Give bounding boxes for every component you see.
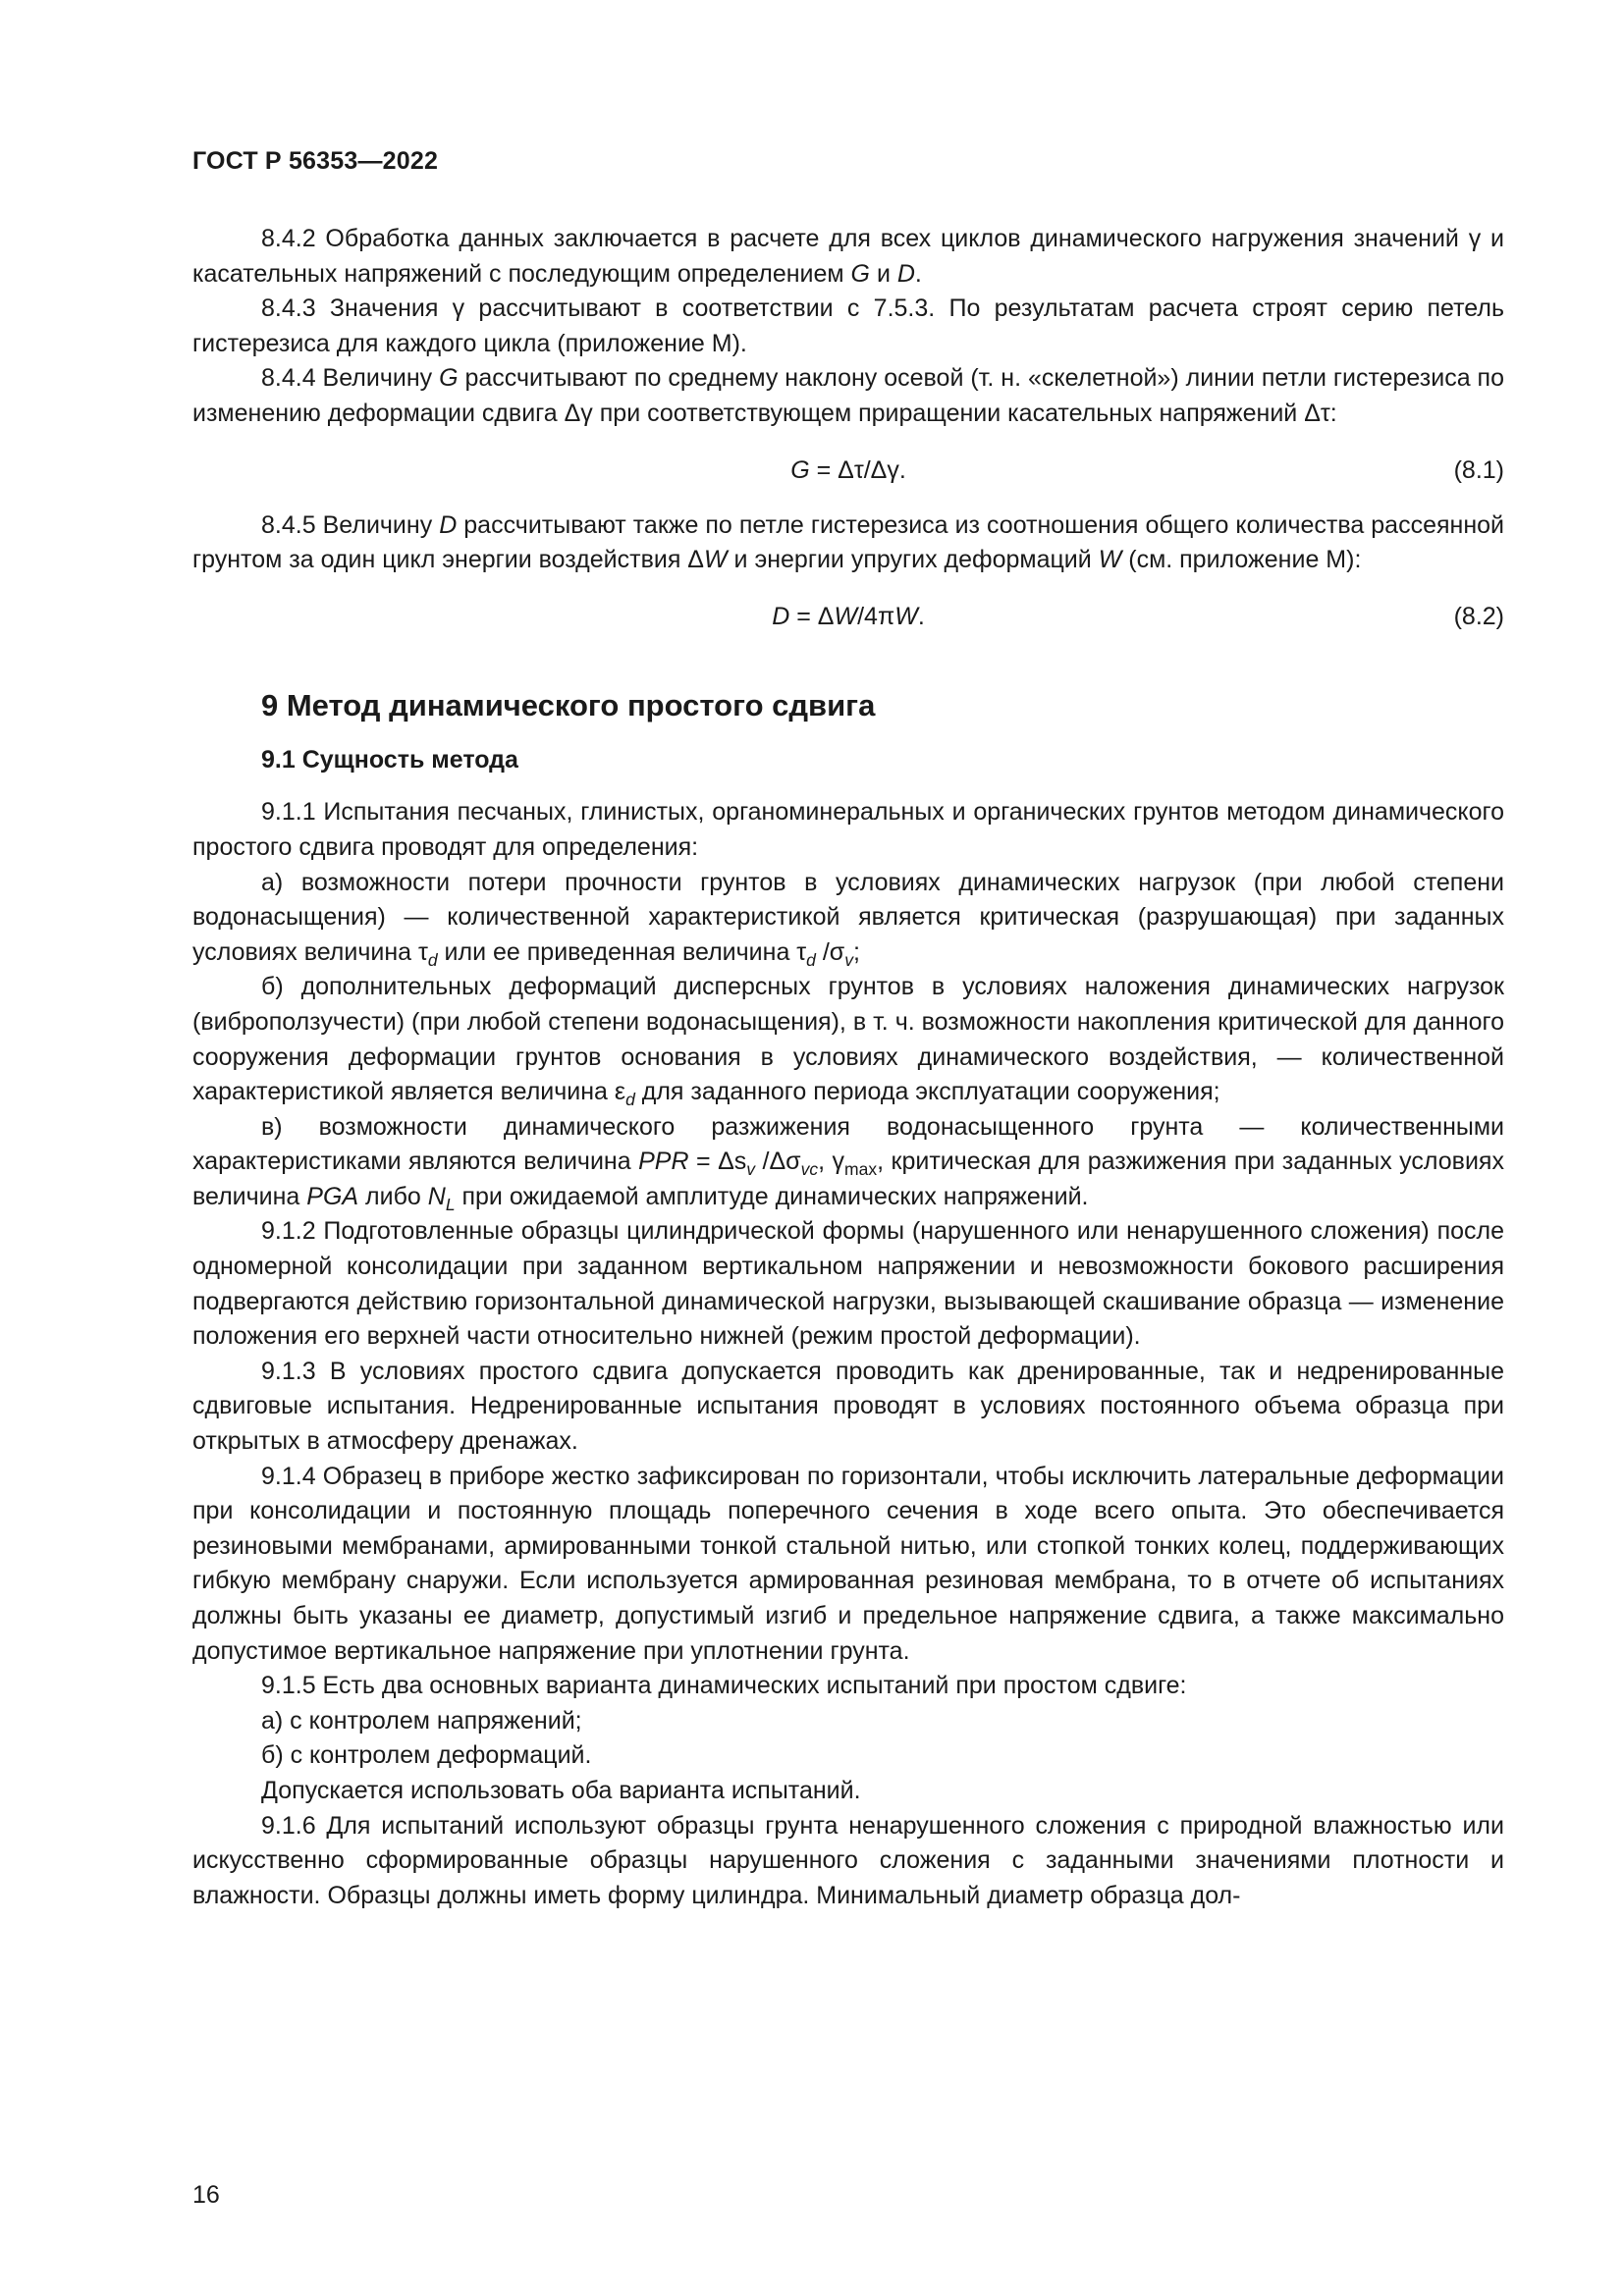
paragraph-8-4-3: 8.4.3 Значения γ рассчитывают в соответствии с 7.5.3. По результатам расчета строят серию петель гистерезиса для каждого цикла (приложение М). xyxy=(192,294,1504,357)
document-code-header: ГОСТ Р 56353—2022 xyxy=(192,147,439,175)
paragraph-both-variants: Допускается использовать оба варианта испытаний. xyxy=(261,1776,861,1804)
paragraph-9-1-4: 9.1.4 Образец в приборе жестко зафиксирован по горизонтали, чтобы исключить латеральные деформации при консолидации и постоянную площадь поперечного сечения в ходе всего опыта. Это обеспечивается резиновыми мембранами, армированными тонкой стальной нитью, или стопкой тонких колец, поддерживающих гибкую мембрану снаружи. Если используется армированная резиновая мембрана, то в отчете об испытаниях должны быть указаны ее диаметр, допустимый изгиб и предельное напряжение сдвига, а также максимально допустимое вертикальное напряжение при уплотнении грунта. xyxy=(192,1462,1504,1665)
formula-8-1 xyxy=(192,454,1504,489)
paragraph-8-4-5: 8.4.5 Величину D рассчитывают также по петле гистерезиса из соотношения общего количества рассеянной грунтом за один цикл энергии воздействия ΔW и энергии упругих деформаций W (см. приложение М): xyxy=(192,510,1504,574)
section-9-title: 9 Метод динамического простого сдвига xyxy=(261,687,876,722)
formula-number: (8.1) xyxy=(1453,455,1504,484)
formula-number: (8.2) xyxy=(1453,602,1504,630)
paragraph-9-1-6: 9.1.6 Для испытаний используют образцы грунта ненарушенного сложения с природной влажностью или искусственно сформированные образцы нарушенного сложения с заданными значениями плотности и влажности. Образцы должны иметь форму цилиндра. Минимальный диаметр образца дол- xyxy=(192,1811,1504,1909)
formula-8-2 xyxy=(192,600,1504,635)
page-number: 16 xyxy=(192,2181,220,2209)
subsection-9-1-title: 9.1 Сущность метода xyxy=(261,745,518,774)
paragraph-9-1-1: 9.1.1 Испытания песчаных, глинистых, органоминеральных и органических грунтов методом динамического простого сдвига проводят для определения: xyxy=(192,798,1504,861)
paragraph-8-4-4: 8.4.4 Величину G рассчитывают по среднему наклону осевой (т. н. «скелетной») линии петли гистерезиса по изменению деформации сдвига Δγ при соответствующем приращении касательных напряжений Δτ: xyxy=(192,364,1504,427)
page-body xyxy=(192,222,1504,1913)
paragraph-9-1-3: 9.1.3 В условиях простого сдвига допускается проводить как дренированные, так и недренированные сдвиговые испытания. Недренированные испытания проводят в условиях постоянного объема образца при открытых в атмосферу дренажах. xyxy=(192,1357,1504,1456)
formula-expression: G = Δτ/Δγ. xyxy=(790,455,906,484)
paragraph-9-1-2: 9.1.2 Подготовленные образцы цилиндрической формы (нарушенного или ненарушенного сложения) после одномерной консолидации при заданном вертикальном напряжении и невозможности бокового расширения подвергаются действию горизонтальной динамической нагрузки, вызывающей скашивание образца — изменение положения его верхней части относительно нижней (режим простой деформации). xyxy=(192,1217,1504,1351)
list-item-stress-control: а) с контролем напряжений; xyxy=(261,1706,582,1735)
paragraph-8-4-2: 8.4.2 Обработка данных заключается в расчете для всех циклов динамического нагружения значений γ и касательных напряжений с последующим определением G и D. xyxy=(192,225,1504,288)
list-item-strain-control: б) с контролем деформаций. xyxy=(261,1741,592,1770)
list-item-a: а) возможности потери прочности грунтов в условиях динамических нагрузок (при любой степени водонасыщения) — количественной характеристикой является критическая (разрушающая) при заданных условиях величина $\tau_d$ или ее приведенная величина $\tau_d$ $/\sigma_v$; xyxy=(192,868,1504,970)
list-item-b: б) дополнительных деформаций дисперсных грунтов в условиях наложения динамических нагрузок (виброползучести) (при любой степени водонасыщения), в т. ч. возможности накопления критической для данного сооружения деформации грунтов основания в условиях динамического воздействия, — количественной характеристикой является величина $\varepsilon_d$ для заданного периода эксплуатации сооружения; xyxy=(192,973,1504,1110)
formula-expression: D = ΔW/4πW. xyxy=(772,602,925,630)
paragraph-9-1-5: 9.1.5 Есть два основных варианта динамических испытаний при простом сдвиге: xyxy=(261,1672,1187,1700)
list-item-v: в) возможности динамического разжижения водонасыщенного грунта — количественными характеристиками являются величина PPR = $\Delta s_v$ $/\Delta\sigma_{vc}$, $\gamma_{max}$, критическая для разжижения при заданных условиях величина PGA либо $N_L$ при ожидаемой амплитуде динамических напряжений. xyxy=(192,1112,1504,1214)
